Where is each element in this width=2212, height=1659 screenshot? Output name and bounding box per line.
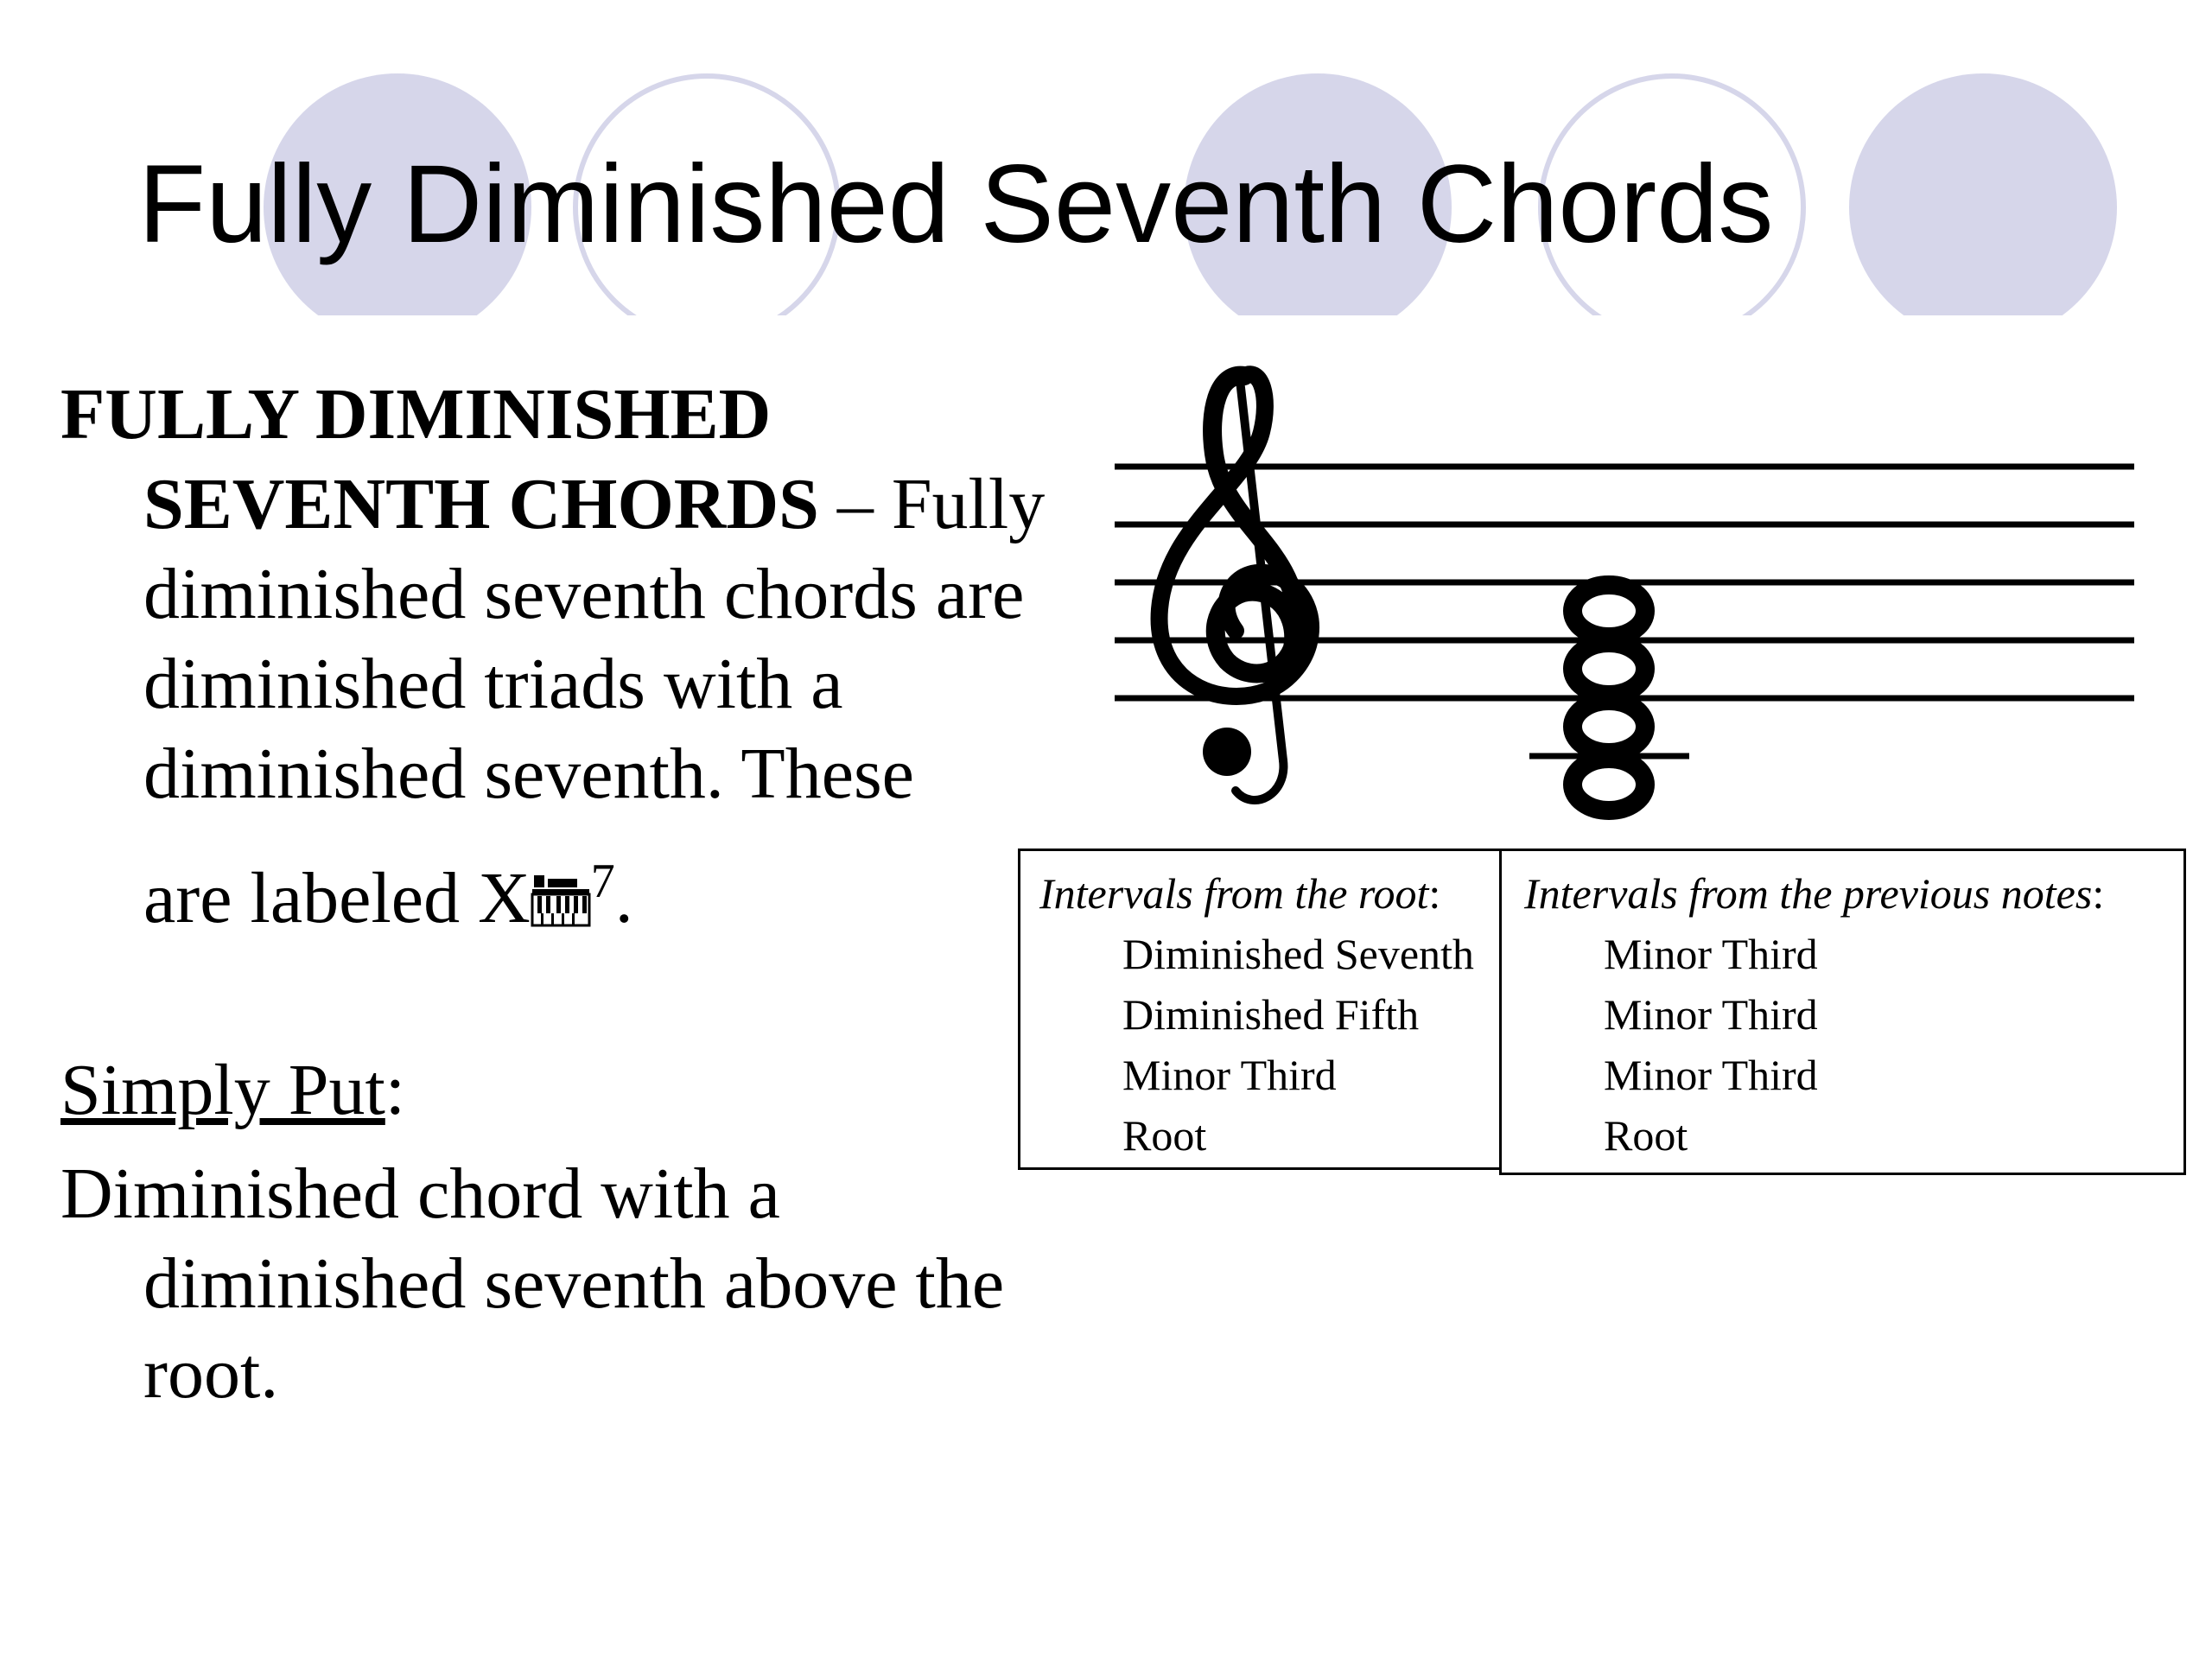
list-item: Minor Third [1604,1051,1818,1099]
intervals-root-colon: : [1428,869,1441,918]
symbol-superscript: 7 [590,855,615,908]
definition-period: . [614,858,633,938]
intervals-root-header: Intervals from the root [1039,869,1429,918]
intervals-from-previous-box [1499,849,2186,1175]
term-line-2: SEVENTH CHORDS [143,464,819,544]
decor-circle-3 [1849,73,2117,341]
term-line-1: FULLY DIMINISHED [60,374,772,454]
definition-line-5: diminished seventh. These [143,734,914,814]
definition-paragraph [60,370,1080,944]
decor-mask [0,315,2212,350]
list-item: Root [1122,1111,1207,1160]
simply-put-line-2: diminished seventh above the [143,1243,1005,1324]
simply-put-colon: : [385,1050,406,1130]
definition-dash: – Fully [818,464,1046,544]
list-item: Minor Third [1604,930,1818,978]
definition-line-3: diminished seventh chords are [143,554,1025,634]
list-item: Diminished Seventh [1122,930,1474,978]
keyboard-icon [531,859,591,912]
list-item: Minor Third [1122,1051,1337,1099]
intervals-from-root-box [1018,849,1502,1170]
simply-put-label: Simply Put [60,1050,385,1130]
intervals-previous-header: Intervals from the previous notes [1524,869,2093,918]
simply-put-line-1: Diminished chord with a [60,1154,780,1234]
definition-line-6: are labeled X [143,858,531,938]
list-item: Diminished Fifth [1122,990,1420,1039]
intervals-previous-colon: : [2092,869,2105,918]
simply-put-paragraph [60,1149,1004,1419]
list-item: Minor Third [1604,990,1818,1039]
music-staff [1115,346,2152,830]
list-item: Root [1604,1111,1688,1160]
slide-title: Fully Diminished Seventh Chords [138,143,1774,266]
simply-put-line-3: root. [143,1333,279,1414]
simply-put-heading [60,1046,405,1135]
treble-clef-icon [1160,374,1311,800]
definition-line-4: diminished triads with a [143,644,843,724]
